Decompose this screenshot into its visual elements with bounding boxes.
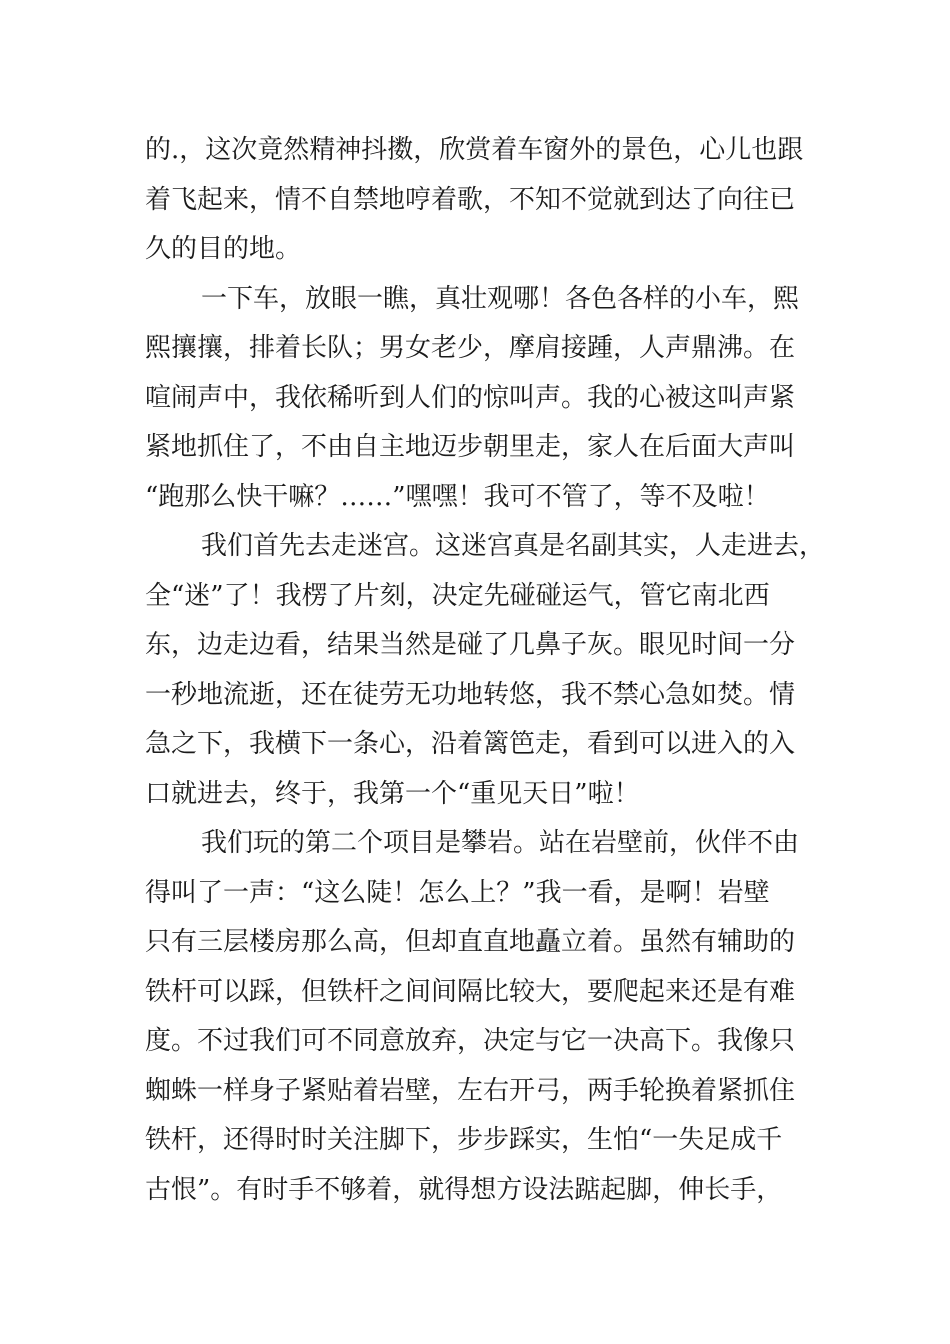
- text-line: 口就进去，终于，我第一个“重见天日”啦！: [145, 778, 640, 809]
- text-line: 古恨”。有时手不够着，就得想方设法踮起脚，伸长手，: [145, 1174, 783, 1205]
- text-line: 一秒地流逝，还在徒劳无功地转悠，我不禁心急如焚。情: [145, 679, 796, 710]
- text-line: 喧闹声中，我依稀听到人们的惊叫声。我的心被这叫声紧: [145, 382, 796, 413]
- document-body: [145, 126, 825, 1215]
- text-line: 得叫了一声：“这么陡！怎么上？”我一看，是啊！岩壁: [145, 877, 770, 908]
- paragraph-first-line: 我们首先去走迷宫。这迷宫真是名副其实，人走进去，: [201, 531, 826, 561]
- text-line: 着飞起来，情不自禁地哼着歌，不知不觉就到达了向往已: [145, 184, 796, 215]
- text-line: 只有三层楼房那么高，但却直直地矗立着。虽然有辅助的: [145, 927, 796, 957]
- text-line: 紧地抓住了，不由自主地迈步朝里走，家人在后面大声叫: [145, 432, 796, 462]
- text-line: 的.，这次竟然精神抖擞，欣赏着车窗外的景色，心儿也跟: [145, 135, 804, 165]
- text-line: 全“迷”了！我楞了片刻，决定先碰碰运气，管它南北西: [145, 580, 770, 611]
- text-line: “跑那么快干嘛？……”嘿嘿！我可不管了，等不及啦！: [145, 481, 770, 512]
- text-line: 铁杆可以踩，但铁杆之间间隔比较大，要爬起来还是有难: [145, 976, 796, 1007]
- text-line: 铁杆，还得时时关注脚下，步步踩实，生怕“一失足成千: [145, 1125, 783, 1155]
- text-line: 熙攘攘，排着长队；男女老少，摩肩接踵，人声鼎沸。在: [145, 333, 796, 363]
- paragraph-first-line: 我们玩的第二个项目是攀岩。站在岩壁前，伙伴不由: [201, 828, 800, 858]
- paragraph-first-line: 一下车，放眼一瞧，真壮观哪！各色各样的小车，熙: [201, 283, 800, 314]
- text-line: 度。不过我们可不同意放弃，决定与它一决高下。我像只: [145, 1026, 796, 1056]
- text-line: 久的目的地。: [145, 234, 302, 264]
- text-line: 蜘蛛一样身子紧贴着岩壁，左右开弓，两手轮换着紧抓住: [145, 1075, 796, 1106]
- text-line: 急之下，我横下一条心，沿着篱笆走，看到可以进入的入: [145, 729, 796, 759]
- text-line: 东，边走边看，结果当然是碰了几鼻子灰。眼见时间一分: [145, 630, 796, 660]
